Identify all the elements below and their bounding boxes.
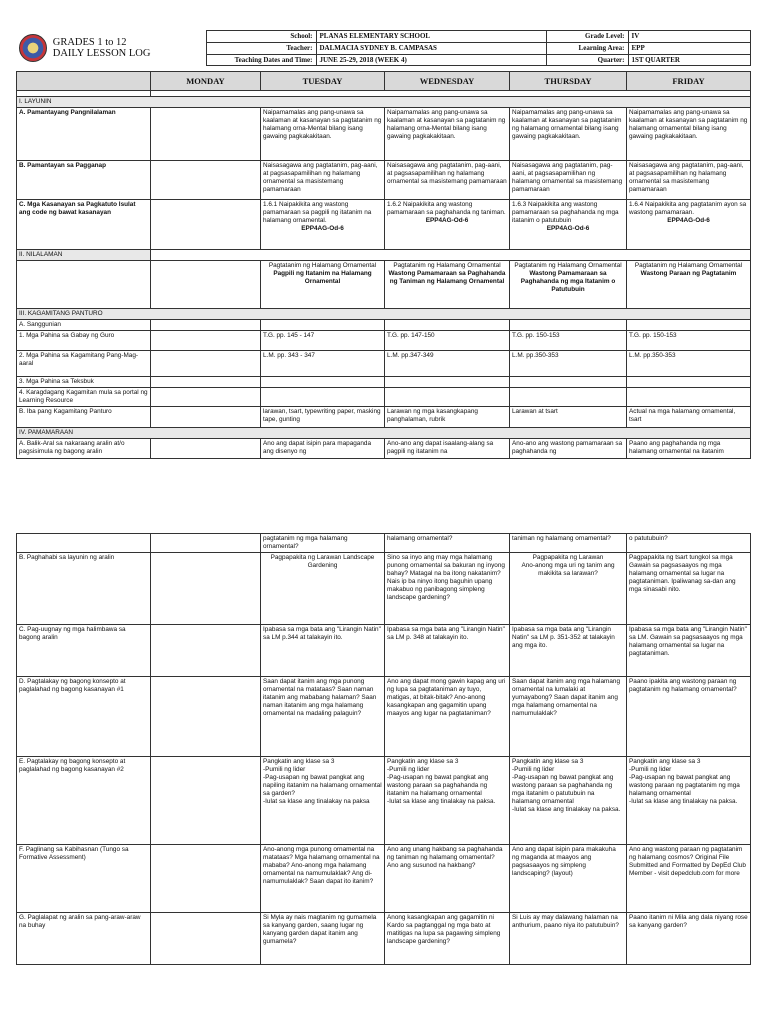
cell: Paano ang paghahanda ng mga halamang ornamental na itatanim bbox=[627, 439, 751, 459]
table-row bbox=[17, 377, 751, 388]
table-row bbox=[17, 200, 751, 250]
row-label: 2. Mga Pahina sa Kagamitang Pang-Mag-aaral bbox=[17, 351, 151, 377]
lesson-log-page-1 bbox=[16, 30, 750, 459]
row-label: 1. Mga Pahina sa Gabay ng Guro bbox=[17, 331, 151, 351]
section-row bbox=[17, 428, 751, 439]
table-row bbox=[17, 407, 751, 428]
logo-block bbox=[16, 31, 206, 66]
table-row bbox=[17, 261, 751, 309]
cell bbox=[151, 845, 261, 913]
row-label: B. Pamantayan sa Pagganap bbox=[17, 161, 151, 200]
lesson-table-2 bbox=[16, 533, 751, 965]
content-subtopic: Wastong Pamamaraan sa Paghahanda ng mga Itatanim o Patutubuin bbox=[520, 270, 616, 294]
section-layunin: I. LAYUNIN bbox=[17, 97, 751, 108]
logo-line1: GRADES 1 to 12 bbox=[52, 37, 127, 49]
section-nilalaman: II. NILALAMAN bbox=[17, 250, 151, 261]
table-row bbox=[17, 331, 751, 351]
cell: L.M. pp. 343 - 347 bbox=[261, 351, 385, 377]
cell: Anong kasangkapan ang gagamitin ni Kardo sa pagtanggal ng mga bato at matitigas na lupa sa pagawing simpleng landscape gardening? bbox=[385, 913, 510, 965]
cell: larawan, tsart, typewriting paper, masking tape, gunting bbox=[261, 407, 385, 428]
competency-text: 1.6.4 Naipakikita ang pagtatanim ayon sa wastong pamamaraan. bbox=[629, 201, 747, 217]
day-header-blank bbox=[17, 72, 151, 91]
row-label: G. Paglalapat ng aralin sa pang-araw-araw na buhay bbox=[17, 913, 151, 965]
cell bbox=[151, 534, 261, 553]
cell bbox=[151, 250, 751, 261]
row-label: A. Sanggunian bbox=[17, 320, 151, 331]
cell: o patutubuin? bbox=[627, 534, 751, 553]
cell: Paano itanim ni Mila ang dala niyang rose sa kanyang garden? bbox=[627, 913, 751, 965]
table-row bbox=[17, 351, 751, 377]
cell: Naisasagawa ang pagtatanim, pag-aani, at pagsasapamilihan ng halamang ornamental sa masistemang pamamaraan bbox=[627, 161, 751, 200]
cell: Actual na mga halamang ornamental, tsart bbox=[627, 407, 751, 428]
cell: Naisasagawa ang pagtatanim, pag-aani, at pagsasapamilihan ng halamang ornamental sa masistemang pamamaraan bbox=[261, 161, 385, 200]
cell: Naisasagawa ang pagtatanim, pag-aani, at pagsasapamilihan ng halamang ornamental sa masistemang pamamaraan bbox=[385, 161, 510, 200]
table-row bbox=[17, 534, 751, 553]
cell: Ano-ano ang wastong pamamaraan sa paghahanda ng bbox=[510, 439, 627, 459]
content-topic: Pagtatanim ng Halamang Ornamental bbox=[393, 262, 501, 270]
cell: Pangkatin ang klase sa 3 -Pumili ng lider -Pag-usapan ng bawat pangkat ang wastong paraan sa paghahanda ng itatanim na halamang ornamental -Iulat sa klase ang tinalakay na paksa. bbox=[385, 757, 510, 845]
teacher-label: Teacher: bbox=[206, 42, 316, 54]
day-header-row bbox=[17, 72, 751, 91]
competency-code: EPP4AG-Od-6 bbox=[425, 217, 469, 225]
table-row bbox=[17, 845, 751, 913]
cell: Ano ang wastong paraan ng pagtatanim ng halamang cosmos? Original File Submitted and Formatted by DepEd Club Member - visit depedclub.com for more bbox=[627, 845, 751, 913]
cell bbox=[151, 913, 261, 965]
row-label: B. Iba pang Kagamitang Panturo bbox=[17, 407, 151, 428]
row-label: 4. Karagdagang Kagamitan mula sa portal ng Learning Resource bbox=[17, 388, 151, 407]
section-row bbox=[17, 97, 751, 108]
table-row bbox=[17, 320, 751, 331]
row-label: B. Paghahabi sa layunin ng aralin bbox=[17, 553, 151, 625]
section-row bbox=[17, 250, 751, 261]
cell bbox=[151, 351, 261, 377]
logo-text bbox=[53, 37, 151, 59]
cell: Saan dapat itanim ang mga halamang ornamental na lumalaki at yumayabong? Saan dapat itanim ang mga halamang ornamental na namumulaklak? bbox=[510, 677, 627, 757]
competency-code: EPP4AG-Od-6 bbox=[301, 225, 344, 233]
cell: L.M. pp.350-353 bbox=[627, 351, 751, 377]
cell: Naipamamalas ang pang-unawa sa kaalaman at kasanayan sa pagtatanim ng halamang ornamental bilang isang gawaing pagkakakitaan. bbox=[510, 108, 627, 161]
day-header: FRIDAY bbox=[627, 72, 751, 91]
cell: Ano ang dapat isipin para makakuha ng maganda at maayos ang pagsasaayos ng simpleng landscaping? (layout) bbox=[510, 845, 627, 913]
cell bbox=[17, 534, 151, 553]
section-kagamitan: III. KAGAMITANG PANTURO bbox=[17, 309, 751, 320]
cell bbox=[151, 261, 261, 309]
day-header: MONDAY bbox=[151, 72, 261, 91]
header-table bbox=[16, 30, 751, 66]
cell: T.G. pp. 150-153 bbox=[510, 331, 627, 351]
cell: Ano ang unang hakbang sa paghahanda ng taniman ng halamang ornamental? Ano ang susunod na hakbang? bbox=[385, 845, 510, 913]
cell: halamang ornamental? bbox=[385, 534, 510, 553]
row-label: D. Pagtalakay ng bagong konsepto at paglalahad ng bagong kasanayan #1 bbox=[17, 677, 151, 757]
table-row bbox=[17, 677, 751, 757]
table-row bbox=[17, 913, 751, 965]
cell bbox=[385, 261, 510, 309]
cell: taniman ng halamang ornamental? bbox=[510, 534, 627, 553]
content-subtopic: Wastong Paraan ng Pagtatanim bbox=[640, 270, 737, 278]
cell: L.M. pp.350-353 bbox=[510, 351, 627, 377]
cell: T.G. pp. 150-153 bbox=[627, 331, 751, 351]
content-topic: Pagtatanim ng Halamang Ornamental bbox=[634, 262, 743, 270]
section-row bbox=[17, 309, 751, 320]
cell bbox=[627, 261, 751, 309]
quarter-label: Quarter: bbox=[546, 54, 628, 66]
cell bbox=[627, 200, 751, 250]
content-topic: Pagtatanim ng Halamang Ornamental bbox=[268, 262, 377, 270]
cell: Paano ipakita ang wastong paraan ng pagtatanim ng halamang ornamental? bbox=[627, 677, 751, 757]
row-label: C. Pag-uugnay ng mga halimbawa sa bagong aralin bbox=[17, 625, 151, 677]
cell bbox=[17, 261, 151, 309]
table-row bbox=[17, 388, 751, 407]
grade-value: IV bbox=[628, 31, 750, 43]
school-label: School: bbox=[206, 31, 316, 43]
cell: Ipabasa sa mga bata ang "Lirangin Natin" sa LM p. 351-352 at talakayin ang mga ito. bbox=[510, 625, 627, 677]
cell: T.G. pp. 147-150 bbox=[385, 331, 510, 351]
cell bbox=[151, 108, 261, 161]
row-label: A. Pamantayang Pangnilalaman bbox=[17, 108, 151, 161]
table-row bbox=[17, 757, 751, 845]
dates-label: Teaching Dates and Time: bbox=[206, 54, 316, 66]
cell: Naipamamalas ang pang-unawa sa kaalaman at kasanayan sa pagtatanim ng halamang orna-Mental bilang isang gawaing pagkakakitaan. bbox=[385, 108, 510, 161]
cell: Larawan at tsart bbox=[510, 407, 627, 428]
cell: Ano-ano ang dapat isaalang-alang sa pagpili ng itatanim na bbox=[385, 439, 510, 459]
competency-code: EPP4AG-Od-6 bbox=[667, 217, 710, 225]
cell bbox=[151, 439, 261, 459]
content-topic: Pagtatanim ng Halamang Ornamental bbox=[514, 262, 622, 270]
competency-text: 1.6.1 Naipakikita ang wastong pamamaraan sa pagpili ng itatanim na halamang ornamental. bbox=[263, 201, 372, 225]
dates-value: JUNE 25-29, 2018 (WEEK 4) bbox=[316, 54, 546, 66]
area-label: Learning Area: bbox=[546, 42, 628, 54]
day-header: THURSDAY bbox=[510, 72, 627, 91]
cell: T.G. pp. 145 - 147 bbox=[261, 331, 385, 351]
school-value: PLANAS ELEMENTARY SCHOOL bbox=[316, 31, 546, 43]
lesson-table-1 bbox=[16, 71, 751, 459]
competency-text: 1.6.2 Naipakikita ang wastong pamamaraan sa paghahanda ng taniman. bbox=[387, 201, 506, 217]
competency-code: EPP4AG-Od-6 bbox=[546, 225, 590, 233]
cell: Pagpapakita ng Larawan Landscape Gardening bbox=[261, 553, 385, 625]
day-header: TUESDAY bbox=[261, 72, 385, 91]
cell: Si Luis ay may dalawang halaman na anthurium, paano niya ito patutubuin? bbox=[510, 913, 627, 965]
cell: Ano ang dapat mong gawin kapag ang uri ng lupa sa pagtataniman ay tuyo, matigas, at bitak-bitak? Ano-anong kasangkapan ang gagamitin upang maayos ang lugar na pagtataniman? bbox=[385, 677, 510, 757]
cell: Ano ang dapat isipin para mapaganda ang disenyo ng bbox=[261, 439, 385, 459]
lesson-log-page-2 bbox=[16, 533, 750, 965]
cell: L.M. pp.347-349 bbox=[385, 351, 510, 377]
table-row bbox=[17, 108, 751, 161]
deped-seal-icon bbox=[19, 34, 47, 62]
table-row bbox=[17, 161, 751, 200]
cell bbox=[261, 261, 385, 309]
cell: Ano-anong mga punong ornamental na matataas? Mga halamang ornamental na mababa? Ano-anong mga halamang ornamental na namumulaklak? Ang di-namumulaklak? Saan dapat ito itanim? bbox=[261, 845, 385, 913]
cell: pagtatanim ng mga halamang ornamental? bbox=[261, 534, 385, 553]
row-label: F. Paglinang sa Kabihasnan (Tungo sa Formative Assessment) bbox=[17, 845, 151, 913]
teacher-value: DALMACIA SYDNEY B. CAMPASAS bbox=[316, 42, 546, 54]
cell: Pangkatin ang klase sa 3 -Pumili ng lider -Pag-usapan ng bawat pangkat ang wastong paraan sa paghahanda ng mga itatanim o patutubuin na halamang ornamental -Iulat sa klase ang tinalakay na paksa. bbox=[510, 757, 627, 845]
area-value: EPP bbox=[628, 42, 750, 54]
cell bbox=[510, 261, 627, 309]
cell bbox=[151, 407, 261, 428]
logo-line2: DAILY LESSON LOG bbox=[52, 48, 151, 60]
cell: Naisasagawa ang pagtatanim, pag-aani, at pagsasapamilihan ng halamang ornamental sa masistemang pamamaraan bbox=[510, 161, 627, 200]
cell bbox=[151, 331, 261, 351]
table-row bbox=[17, 439, 751, 459]
cell: Larawan ng mga kasangkapang panghalaman, rubrik bbox=[385, 407, 510, 428]
cell: Pagpapakita ng Larawan Ano-anong mga uri ng tanim ang makikita sa larawan? bbox=[510, 553, 627, 625]
cell bbox=[151, 625, 261, 677]
cell: Ipabasa sa mga bata ang "Lirangin Natin" sa LM. Gawain sa pagsasaayos ng mga halamang ornamental sa lugar na pagtataniman. bbox=[627, 625, 751, 677]
cell bbox=[510, 200, 627, 250]
cell bbox=[151, 757, 261, 845]
cell: Sino sa inyo ang may mga halamang punong ornamental sa bakuran ng inyong bahay? Matagal na ba itong nakatanim? Nais ip ba ninyo itong baguhin upang makabuo ng panibagong simpleng landscape gardening? bbox=[385, 553, 510, 625]
cell bbox=[151, 677, 261, 757]
cell: Saan dapat itanim ang mga punong ornamental na matataas? Saan naman itatanim ang mababang halaman? Saan naman itatanim ang mga halamang ornamental na madaling palaguin? bbox=[261, 677, 385, 757]
cell bbox=[151, 553, 261, 625]
day-header: WEDNESDAY bbox=[385, 72, 510, 91]
table-row bbox=[17, 625, 751, 677]
row-label: A. Balik-Aral sa nakaraang aralin at/o pagsisimula ng bagong aralin bbox=[17, 439, 151, 459]
cell: Pagpapakita ng tsart tungkol sa mga Gawain sa pagsasaayos ng mga halamang ornamental sa lugar na pagtataniman. Ipaliwanag sa-dan ang mga sinasabi nito. bbox=[627, 553, 751, 625]
cell bbox=[151, 200, 261, 250]
cell: Si Myla ay nais magtanim ng gumamela sa kanyang garden, saang lugar ng kanyang garden dapat itanim ang gumamela? bbox=[261, 913, 385, 965]
cell: Pangkatin ang klase sa 3 -Pumili ng lider -Pag-usapan ng bawat pangkat ang wastong paraan ng pagtatanim ng mga halamang ornamental -Iulat sa klase ang tinalakay na paksa. bbox=[627, 757, 751, 845]
table-row bbox=[17, 553, 751, 625]
cell bbox=[151, 161, 261, 200]
cell: Naipamamalas ang pang-unawa sa kaalaman at kasanayan sa pagtatanim ng halamang ornamental bilang isang gawaing pagkakakitaan. bbox=[627, 108, 751, 161]
cell: Pangkatin ang klase sa 3 -Pumili ng lider -Pag-usapan ng bawat pangkat ang napiling itatanim na halamang ornamental sa garden? -Iulat sa klase ang tinalakay na paksa bbox=[261, 757, 385, 845]
cell: Ipabasa sa mga bata ang "Lirangin Natin" sa LM p.344 at talakayin ito. bbox=[261, 625, 385, 677]
grade-label: Grade Level: bbox=[546, 31, 628, 43]
section-pamamaraan: IV. PAMAMARAAN bbox=[17, 428, 751, 439]
row-label: C. Mga Kasanayan sa Pagkatuto Isulat ang code ng bawat kasanayan bbox=[17, 200, 151, 250]
row-label: E. Pagtalakay ng bagong konsepto at paglalahad ng bagong kasanayan #2 bbox=[17, 757, 151, 845]
cell bbox=[261, 200, 385, 250]
cell: Ipabasa sa mga bata ang "Lirangin Natin" sa LM p. 348 at talakayin ito. bbox=[385, 625, 510, 677]
cell: Naipamamalas ang pang-unawa sa kaalaman at kasanayan sa pagtatanim ng halamang orna-Mental bilang isang gawaing pagkakakitaan. bbox=[261, 108, 385, 161]
quarter-value: 1ST QUARTER bbox=[628, 54, 750, 66]
content-subtopic: Pagpili ng Itatanim na Halamang Ornamental bbox=[273, 270, 372, 286]
content-subtopic: Wastong Pamamaraan sa Paghahanda ng Taniman ng Halamang Ornamental bbox=[388, 270, 506, 286]
competency-text: 1.6.3 Naipakikita ang wastong pamamaraan sa paghahanda ng mga itatanim o patutubuin bbox=[512, 201, 619, 225]
cell bbox=[385, 200, 510, 250]
row-label: 3. Mga Pahina sa Teksbuk bbox=[17, 377, 151, 388]
